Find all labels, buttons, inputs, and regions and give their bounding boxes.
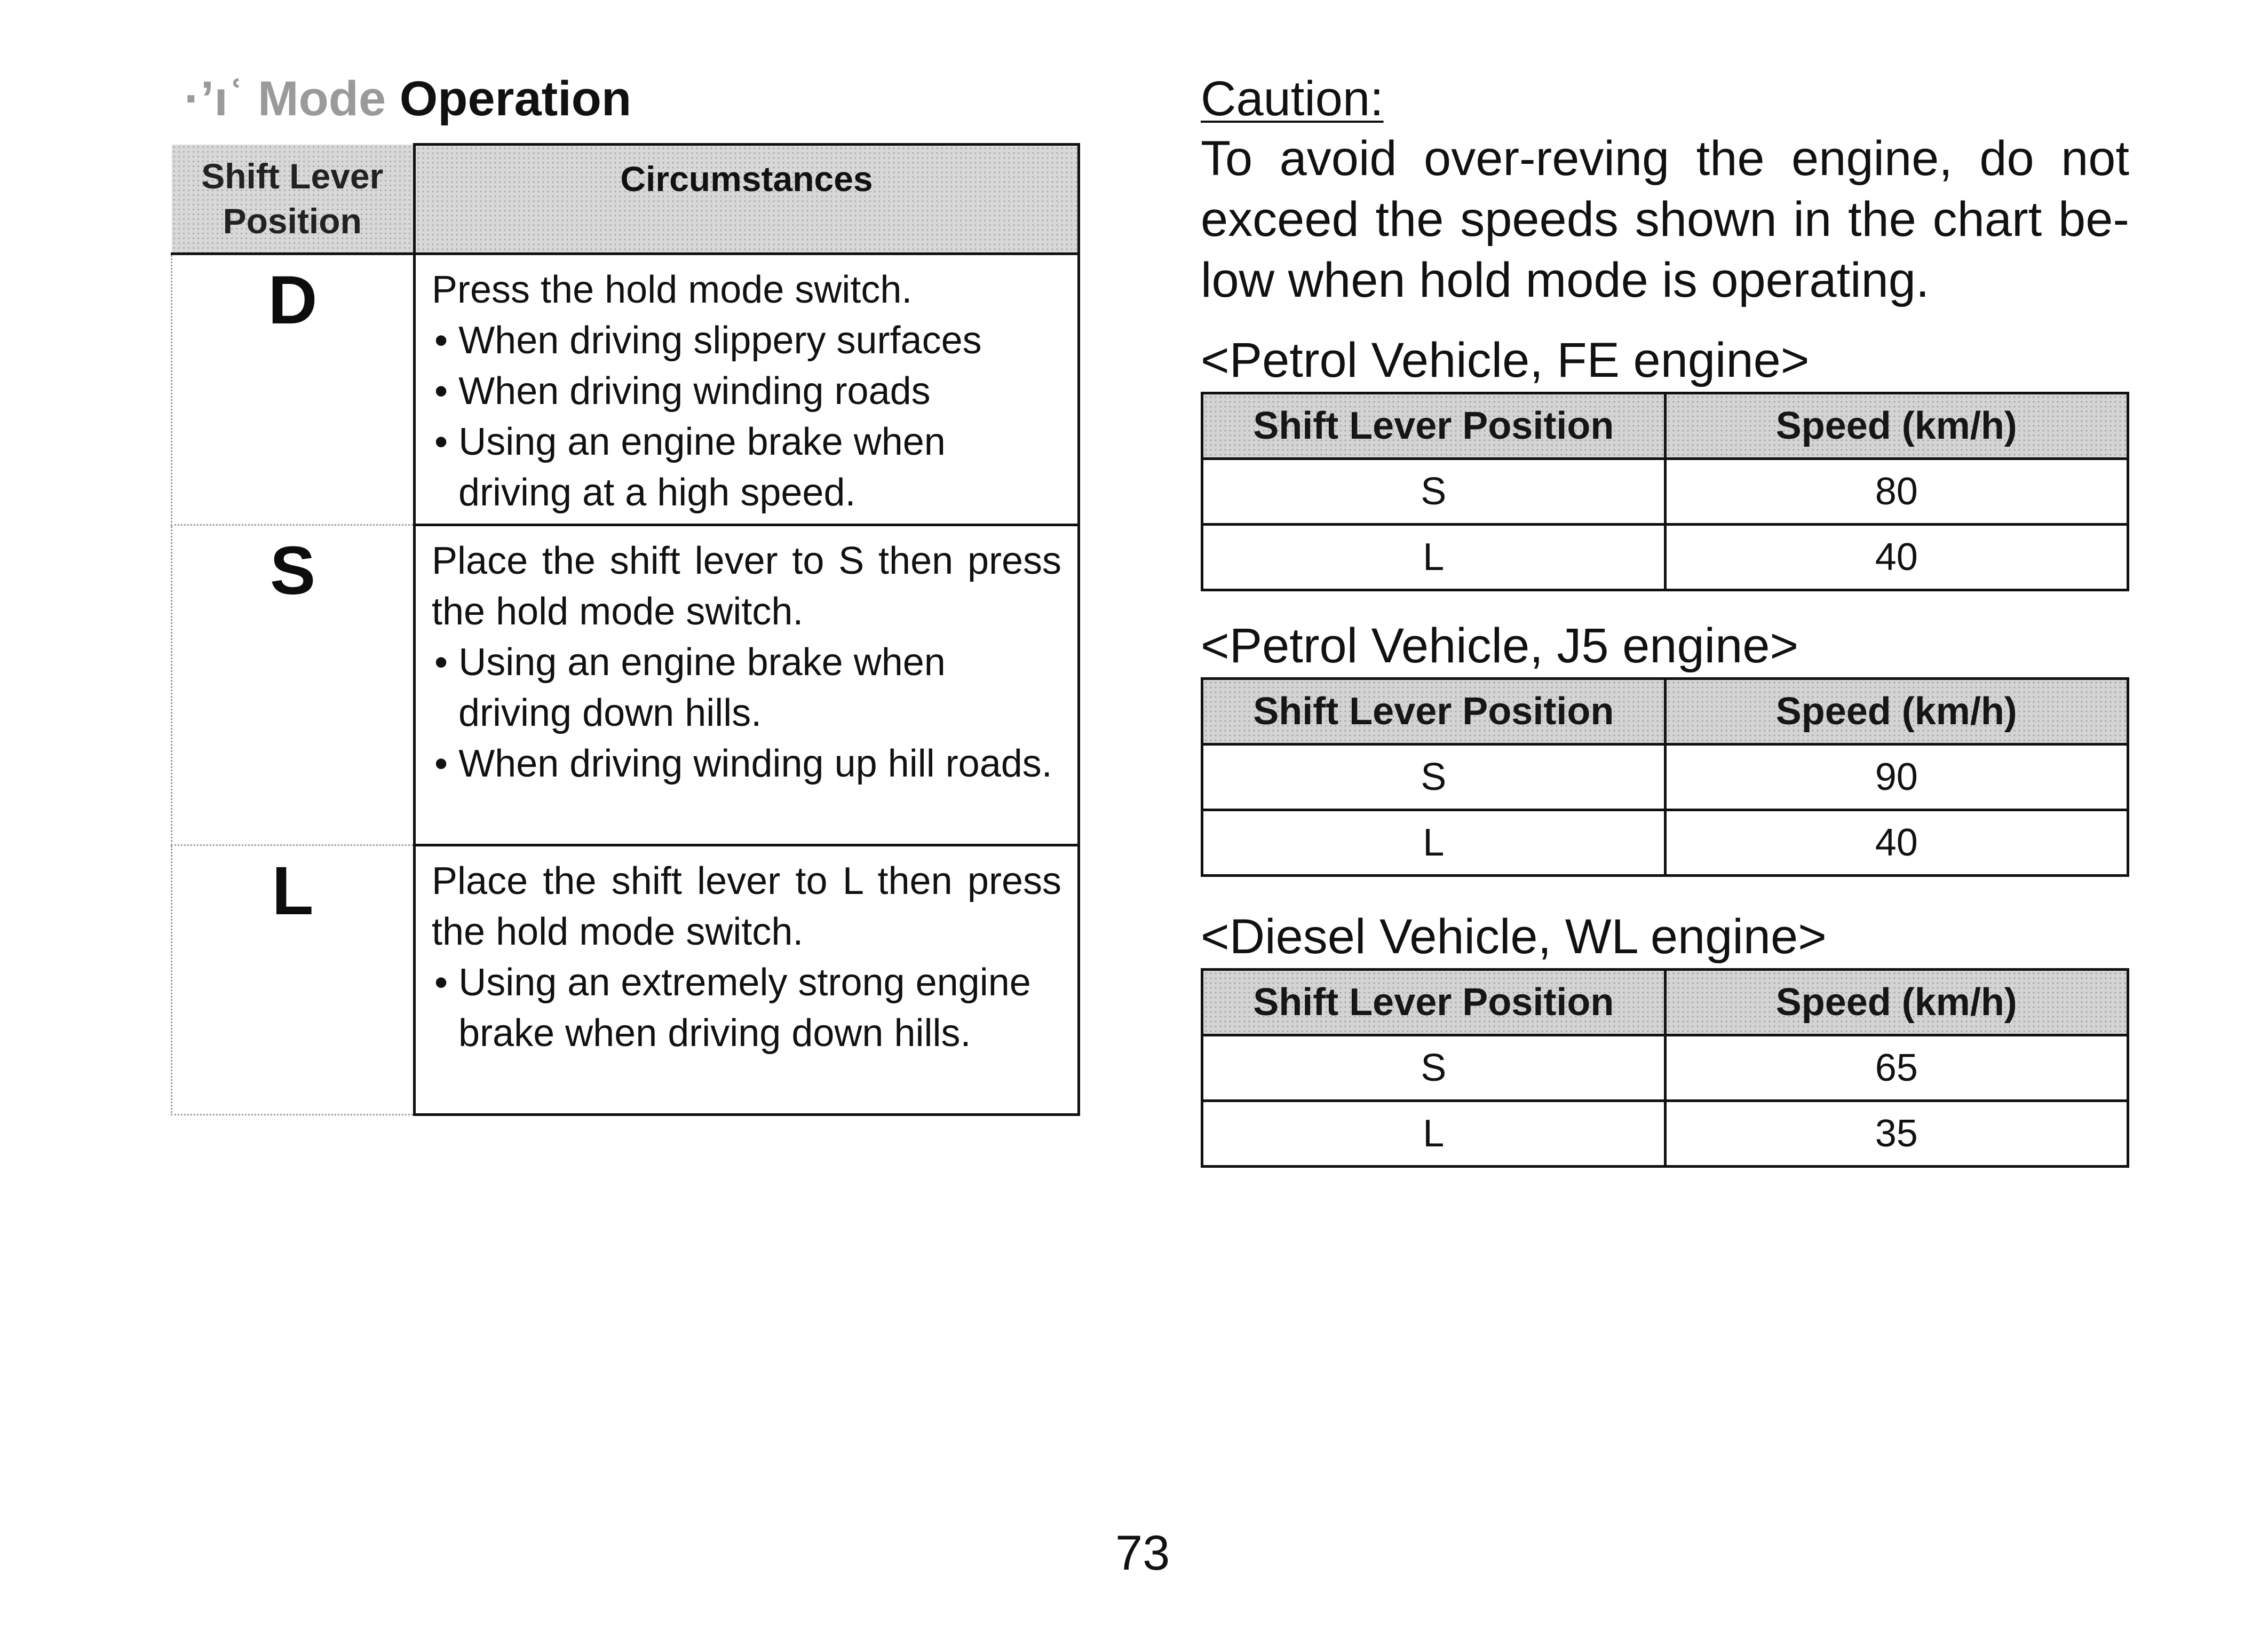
speed-cell: 65	[1665, 1035, 2128, 1101]
page-number: 73	[1115, 1526, 1170, 1580]
section-title-main: Operation	[399, 72, 632, 126]
header-speed: Speed (km/h)	[1665, 393, 2128, 459]
header-circumstances: Circumstances	[415, 145, 1079, 254]
header-shift-lever-position: Shift Lever Position	[1202, 970, 1666, 1035]
position-letter: L	[172, 845, 415, 1115]
speed-table-block-fe	[1201, 331, 2129, 591]
hold-mode-table-header-row	[172, 145, 1079, 254]
header-speed: Speed (km/h)	[1665, 970, 2128, 1035]
engine-title: <Petrol Vehicle, J5 engine>	[1201, 619, 1799, 673]
shift-position-cell: L	[1202, 810, 1666, 876]
speed-table-block-wl	[1201, 907, 2129, 1168]
speed-cell: 40	[1665, 525, 2128, 590]
header-shift-lever-position: Shift Lever Position	[1202, 679, 1666, 745]
position-letter: S	[172, 525, 415, 845]
circumstance-bullet: • When driving winding roads	[434, 370, 931, 413]
shift-position-cell: S	[1202, 459, 1666, 525]
table-row	[172, 845, 1079, 1115]
position-letter: D	[172, 254, 415, 525]
caution-heading: Caution:	[1201, 72, 1384, 126]
circumstance-lead: Place the shift lever to S then press the hold mode switch.	[432, 540, 1061, 633]
table-row	[1202, 525, 2128, 590]
header-shift-lever-position: Shift Lever Position	[172, 145, 415, 254]
header-speed: Speed (km/h)	[1665, 679, 2128, 745]
circumstances-cell	[415, 845, 1079, 1115]
speed-table	[1201, 968, 2129, 1168]
shift-position-cell: L	[1202, 525, 1666, 590]
circumstance-bullet: • When driving slippery surfaces	[434, 319, 982, 362]
caution-text: To avoid over-reving the engine, do not exceed the speeds shown in the chart be-low when hold mode is operating.	[1201, 131, 2129, 307]
shift-position-cell: S	[1202, 1035, 1666, 1101]
speed-cell: 80	[1665, 459, 2128, 525]
engine-title: <Diesel Vehicle, WL engine>	[1201, 909, 1827, 964]
circumstance-bullet: • Using an engine brake when driving down hills.	[434, 641, 946, 734]
circumstance-lead: Press the hold mode switch.	[432, 268, 913, 311]
circumstances-cell	[415, 525, 1079, 845]
table-row	[172, 254, 1079, 525]
speed-table	[1201, 677, 2129, 877]
table-row	[1202, 1101, 2128, 1167]
table-row	[1202, 459, 2128, 525]
circumstances-cell	[415, 254, 1079, 525]
circumstance-bullet: • When driving winding up hill roads.	[434, 742, 1052, 785]
table-row	[1202, 745, 2128, 810]
shift-position-cell: S	[1202, 745, 1666, 810]
hold-mode-table	[171, 143, 1080, 1116]
circumstance-bullet: • Using an extremely strong engine brake when driving down hills.	[434, 961, 1031, 1055]
circumstance-lead: Place the shift lever to L then press the hold mode switch.	[432, 860, 1061, 953]
speed-table-header-row	[1202, 393, 2128, 459]
shift-position-cell: L	[1202, 1101, 1666, 1167]
speed-table-header-row	[1202, 679, 2128, 745]
section-title-faded: ·’ıʿ Mode	[184, 72, 386, 126]
circumstance-bullet: • Using an engine brake when driving at a high speed.	[434, 421, 946, 514]
speed-cell: 90	[1665, 745, 2128, 810]
speed-table-header-row	[1202, 970, 2128, 1035]
engine-title: <Petrol Vehicle, FE engine>	[1201, 333, 1810, 387]
section-title	[184, 69, 631, 128]
speed-table-block-j5	[1201, 616, 2129, 877]
table-row	[172, 525, 1079, 845]
speed-cell: 35	[1665, 1101, 2128, 1167]
table-row	[1202, 1035, 2128, 1101]
table-row	[1202, 810, 2128, 876]
header-shift-lever-position: Shift Lever Position	[1202, 393, 1666, 459]
speed-table	[1201, 392, 2129, 591]
speed-cell: 40	[1665, 810, 2128, 876]
